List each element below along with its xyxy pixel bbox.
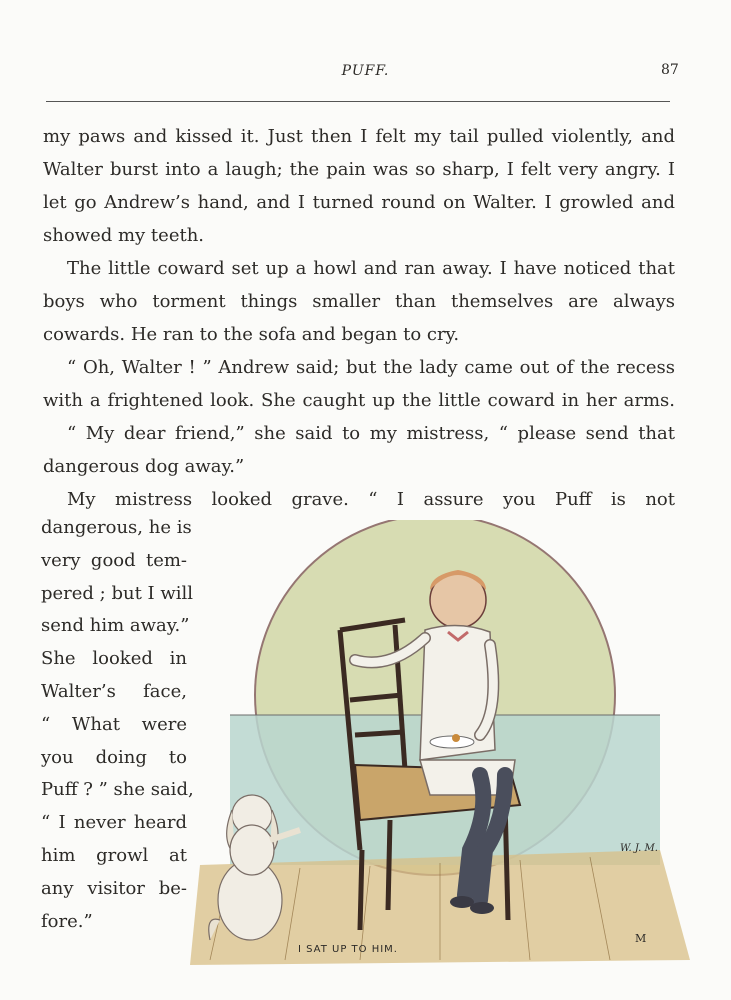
side-line: dangerous, he is (41, 517, 192, 538)
side-line: any visitor be- (41, 877, 187, 899)
side-line: send him away.” (41, 615, 190, 637)
main-text (43, 120, 675, 516)
side-line: very good tem- (41, 549, 187, 571)
side-line: She looked in (41, 648, 187, 670)
illustration-boy-on-chair-with-dog (190, 520, 710, 965)
running-head: PUFF. (341, 63, 390, 79)
paragraph-2: The little coward set up a howl and ran away. I have noticed that boys who torment things smaller than themselves are always cowards. He ran to the sofa and began to cry. (43, 258, 675, 345)
side-line: him growl at (41, 844, 187, 866)
side-column-text (41, 512, 194, 938)
paragraph-4: “ My dear friend,” she said to my mistress, “ please send that dangerous dog away.” (43, 423, 675, 477)
paragraph-1: my paws and kissed it. Just then I felt my tail pulled violently, and Walter burst into a laugh; the pain was so sharp, I felt very angry. I let go Andrew’s hand, and I turned round on Walter. I growled and showed my teeth. (43, 126, 675, 246)
paragraph-3: “ Oh, Walter ! ” Andrew said; but the lady came out of the recess with a frightened look. She caught up the little coward in her arms. (43, 357, 675, 411)
page-number: 87 (661, 62, 679, 78)
side-line: Puff ? ” she said, (41, 779, 194, 801)
side-line: “ I never heard (41, 812, 187, 834)
side-line: you doing to (41, 746, 187, 768)
side-line: fore.” (41, 910, 93, 932)
paragraph-5: My mistress looked grave. “ I assure you Puff is not (67, 489, 675, 510)
side-line: “ What were (41, 713, 187, 735)
artist-signature: W. J. M. (620, 843, 658, 854)
side-line: Walter’s face, (41, 680, 187, 702)
header-rule (46, 101, 670, 102)
side-line: pered ; but I will (41, 582, 194, 604)
illustration-caption: I SAT UP TO HIM. (298, 944, 398, 955)
signature-mark: M (635, 932, 647, 945)
